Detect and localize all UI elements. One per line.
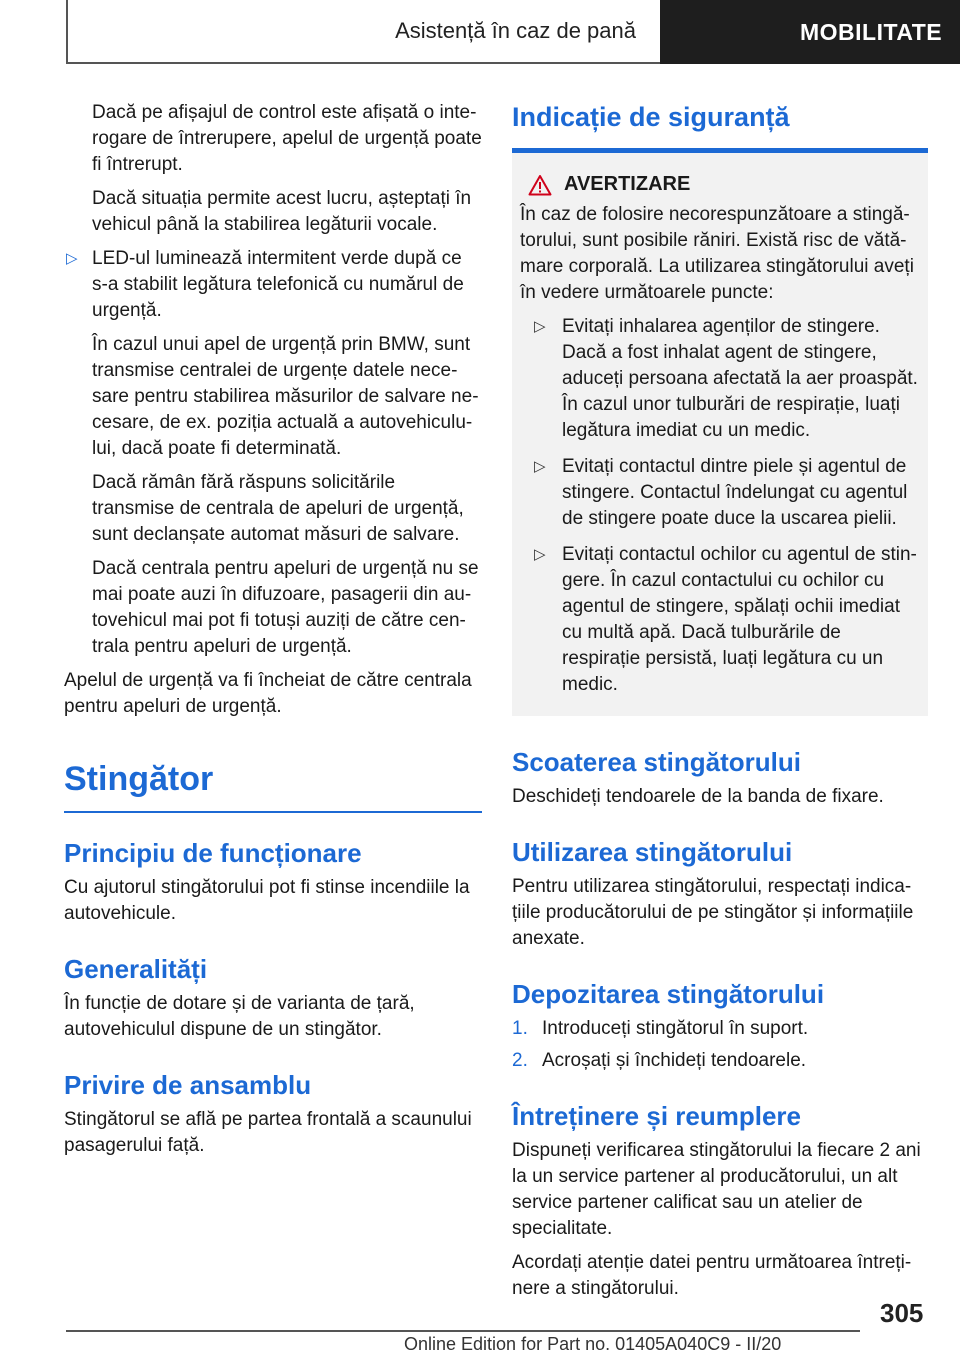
section-heading: Principiu de funcționare: [64, 838, 362, 868]
chapter-heading: Stingător: [64, 760, 482, 813]
paragraph: Dacă rămân fără răspuns solicitările transmise de centrala de apeluri de urgență, sunt declanșate automat măsuri de salvare.: [92, 472, 464, 545]
page-number: 305: [880, 1298, 924, 1328]
bullet-text: Evitați inhalarea agenților de stingere. Dacă a fost inhalat agent de stingere, aduceți persoana afectată la aer proaspăt. În cazul unor tulburări de respirație, luați legătura imediat cu un medic.: [562, 316, 918, 441]
edition-footer: Online Edition for Part no. 01405A040C9 - II/20: [404, 1334, 782, 1354]
warning-box: [512, 153, 928, 716]
paragraph: Apelul de urgență va fi încheiat de către centrala pentru apeluri de urgență.: [64, 670, 472, 717]
numbered-step: [512, 1048, 928, 1074]
triangle-right-icon: ▷: [534, 546, 546, 563]
left-column: [64, 100, 482, 1167]
section-heading: Scoaterea stingătorului: [512, 747, 801, 777]
warning-bullet: [520, 542, 920, 698]
warning-text: În caz de folosire necorespunzătoare a stingătorului, sunt posibile răniri. Există risc de vătămare corporală. La utilizarea stingătorului aveți în vedere următoarele puncte:: [520, 204, 914, 303]
bullet-text: Evitați contactul dintre piele și agentul de stingere. Contactul îndelungat cu agentul de stingere poate duce la uscarea pielii.: [562, 456, 908, 529]
paragraph: Dacă situația permite acest lucru, așteptați în vehicul până la stabilirea legăturii vocale.: [92, 188, 472, 235]
result-bullet: [64, 246, 482, 324]
warning-label: AVERTIZARE: [564, 173, 691, 195]
paragraph: Cu ajutorul stingătorului pot fi stinse incendiile la autovehicule.: [64, 877, 470, 924]
triangle-right-icon: ▷: [534, 458, 546, 475]
paragraph: Pentru utilizarea stingătorului, respectați indicațiile producătorului de pe stingător și informațiile anexate.: [512, 876, 914, 949]
paragraph: Acordați atenție datei pentru următoarea întreținere a stingătorului.: [512, 1252, 912, 1299]
paragraph: Stingătorul se află pe partea frontală a scaunului pasagerului față.: [64, 1109, 472, 1156]
triangle-right-icon: ▷: [534, 318, 546, 335]
section-heading: Utilizarea stingătorului: [512, 837, 793, 867]
section-heading: Depozitarea stingătorului: [512, 979, 825, 1009]
warning-header: [520, 173, 920, 196]
step-text: Introduceți stingătorul în suport.: [542, 1018, 809, 1039]
section-heading: Întreținere și reumplere: [512, 1101, 801, 1131]
header-divider-bottom: [66, 62, 660, 64]
warning-triangle-icon: [528, 174, 564, 196]
numbered-step: [512, 1016, 928, 1042]
paragraph: Deschideți tendoarele de la banda de fixare.: [512, 786, 884, 807]
paragraph: Dacă pe afișajul de control este afișată o interogare de întrerupere, apelul de urgență poate fi întrerupt.: [92, 102, 482, 175]
bullet-text: LED-ul luminează intermitent verde după ce s-a stabilit legătura telefonică cu numărul de urgență.: [92, 248, 464, 321]
step-number: 1.: [512, 1018, 528, 1039]
right-column: [512, 100, 928, 1310]
paragraph: În funcție de dotare și de varianta de țară, autovehiculul dispune de un stingător.: [64, 993, 415, 1040]
step-number: 2.: [512, 1050, 528, 1071]
paragraph: Dacă centrala pentru apeluri de urgență nu se mai poate auzi în difuzoare, pasagerii din autovehicul mai pot fi totuși auziți de către centrala pentru apeluri de urgență.: [92, 558, 479, 657]
paragraph: În cazul unui apel de urgență prin BMW, sunt transmise centralei de urgențe datele necesare pentru stabilirea măsurilor de salvare necesare, de ex. poziția actuală a autovehiculului, dacă poate fi determinată.: [92, 334, 479, 459]
bullet-text: Evitați contactul ochilor cu agentul de stingere. În cazul contactului cu ochilor cu agentul de stingere, spălați ochii imediat cu multă apă. Dacă tulburările de respirație persistă, luați legătura cu un medic.: [562, 544, 917, 695]
warning-bullet: [520, 314, 920, 444]
paragraph: Dispuneți verificarea stingătorului la fiecare 2 ani la un service partener al producătorului, un alt service partener calificat sau un atelier de specialitate.: [512, 1140, 921, 1239]
header-section-title: Asistență în caz de pană: [395, 18, 636, 43]
safety-heading: Indicație de siguranță: [512, 100, 928, 153]
footer-divider: [66, 1330, 860, 1332]
warning-bullet: [520, 454, 920, 532]
triangle-right-icon: ▷: [66, 250, 78, 267]
section-heading: Generalități: [64, 954, 208, 984]
header-chapter-tab: MOBILITATE: [660, 0, 960, 64]
section-heading: Privire de ansamblu: [64, 1070, 312, 1100]
step-text: Acroșați și închideți tendoarele.: [542, 1050, 807, 1071]
